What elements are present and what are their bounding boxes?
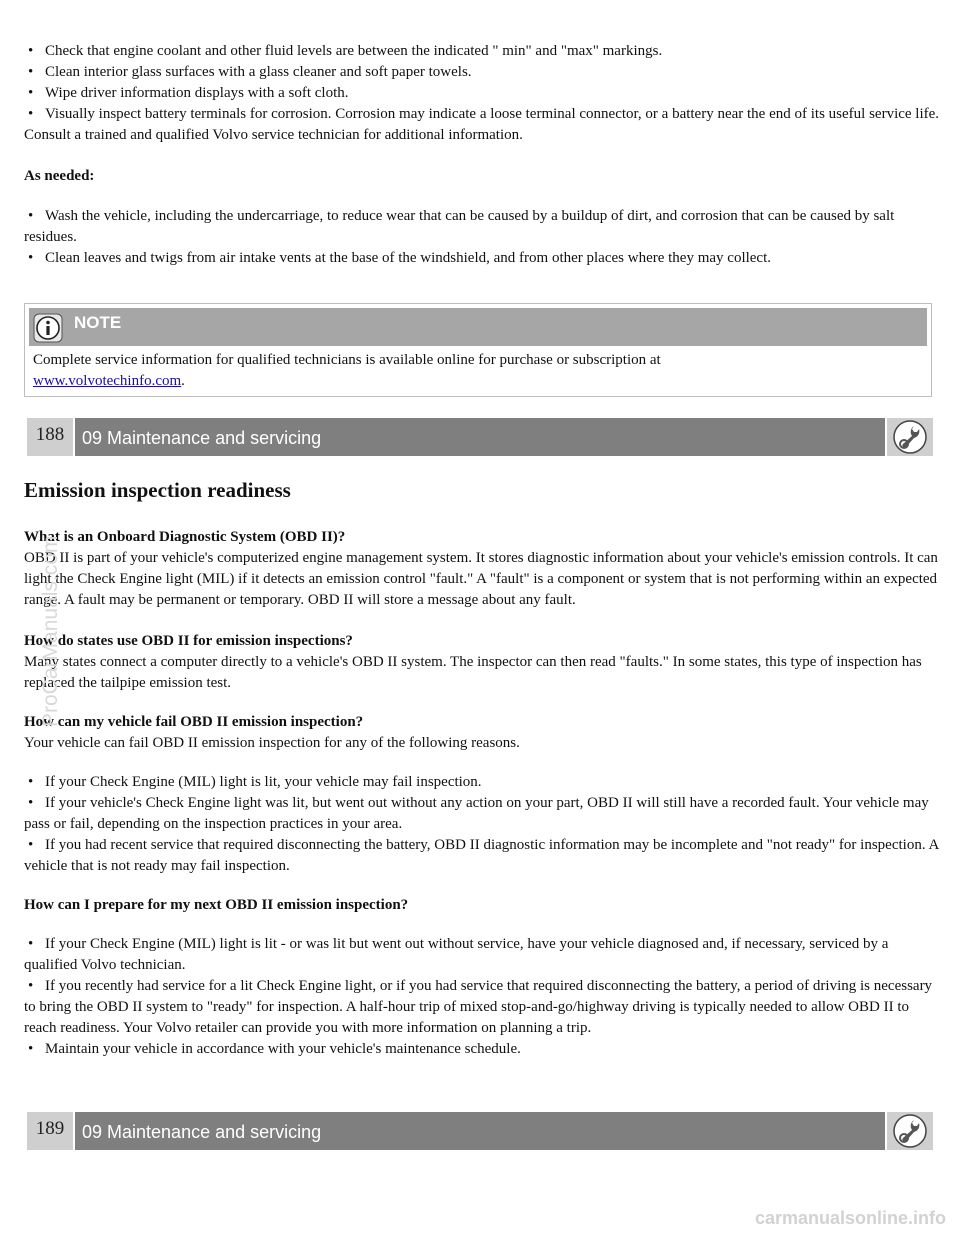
list-item: • Maintain your vehicle in accordance with your vehicle's maintenance schedule.: [28, 1041, 521, 1057]
list-item: • If you had recent service that required disconnecting the battery, OBD II diagnostic information may be incomplete and "not ready" for inspection. A vehicle that is not ready may fail inspection.: [24, 837, 939, 874]
wrench-gear-icon: [887, 1112, 933, 1150]
question-heading: How can I prepare for my next OBD II emission inspection?: [24, 897, 409, 913]
list-item: • Clean interior glass surfaces with a glass cleaner and soft paper towels.: [28, 64, 472, 80]
page-number: 189: [27, 1112, 73, 1150]
emission-content: [24, 527, 942, 1060]
top-bullet-list: [24, 41, 942, 146]
list-item: • Wash the vehicle, including the undercarriage, to reduce wear that can be caused by a buildup of dirt, and corrosion that can be caused by salt residues.: [24, 208, 895, 245]
volvotechinfo-link[interactable]: www.volvotechinfo.com: [33, 373, 182, 389]
list-item: • If your vehicle's Check Engine light was lit, but went out without any action on your part, OBD II will still have a recorded fault. Your vehicle may pass or fail, depending on the inspection practices in your area.: [24, 795, 929, 832]
wrench-gear-icon: [887, 418, 933, 456]
section-title: Emission inspection readiness: [24, 478, 291, 502]
page-number: 188: [27, 418, 73, 456]
fail-reasons-list: [24, 772, 942, 877]
list-item: • If your Check Engine (MIL) light is lit, your vehicle may fail inspection.: [28, 774, 482, 790]
list-item: • Wipe driver information displays with a soft cloth.: [28, 85, 349, 101]
info-icon: [33, 313, 63, 343]
note-title: NOTE: [74, 313, 122, 332]
list-item: • If your Check Engine (MIL) light is lit - or was lit but went out without service, have your vehicle diagnosed and, if necessary, serviced by a qualified Volvo technician.: [24, 936, 889, 973]
question-heading: What is an Onboard Diagnostic System (OBD II)?: [24, 529, 346, 545]
page-bar-188: [27, 418, 933, 456]
footer-watermark: carmanualsonline.info: [754, 1208, 946, 1228]
prepare-list: [24, 934, 942, 1060]
side-watermark: ProCarManuals.com: [39, 535, 62, 727]
answer-text: Your vehicle can fail OBD II emission inspection for any of the following reasons.: [24, 735, 520, 751]
list-item: • Visually inspect battery terminals for corrosion. Corrosion may indicate a loose terminal connector, or a battery near the end of its useful service life. Consult a trained and qualified Volvo service technician for additional information.: [24, 106, 940, 143]
note-box: [24, 303, 932, 397]
list-item: • If you recently had service for a lit Check Engine light, or if you had service that required disconnecting the battery, a period of driving is necessary to bring the OBD II system to "ready" for inspection. A half-hour trip of mixed stop-and-go/highway driving is typically needed to allow OBD II to reach readiness. Your Volvo retailer can provide you with more information on planning a trip.: [24, 978, 933, 1036]
note-body: Complete service information for qualified technicians is available online for purchase or subscription at www.volvotechinfo.com.: [33, 352, 661, 389]
list-item: • Check that engine coolant and other fluid levels are between the indicated " min" and "max" markings.: [28, 43, 663, 59]
note-header: [29, 308, 927, 346]
question-heading: How do states use OBD II for emission inspections?: [24, 633, 353, 649]
question-heading: How can my vehicle fail OBD II emission inspection?: [24, 714, 364, 730]
as-needed-list: [24, 206, 942, 269]
chapter-title: 09 Maintenance and servicing: [75, 418, 885, 456]
answer-text: OBD II is part of your vehicle's computerized engine management system. It stores diagnostic information about your vehicle's emission controls. It can light the Check Engine light (MIL) if it detects an emission control "fault." A "fault" is a component or system that is not performing within an expected range. A fault may be permanent or temporary. OBD II will store a message about any fault.: [24, 550, 938, 608]
top-content: [24, 41, 942, 269]
list-item: • Clean leaves and twigs from air intake vents at the base of the windshield, and from other places where they may collect.: [28, 250, 772, 266]
answer-text: Many states connect a computer directly to a vehicle's OBD II system. The inspector can then read "faults." In some states, this type of inspection has replaced the tailpipe emission test.: [24, 654, 922, 691]
page-bar-189: [27, 1112, 933, 1150]
chapter-title: 09 Maintenance and servicing: [75, 1112, 885, 1150]
as-needed-heading: As needed:: [24, 168, 95, 184]
